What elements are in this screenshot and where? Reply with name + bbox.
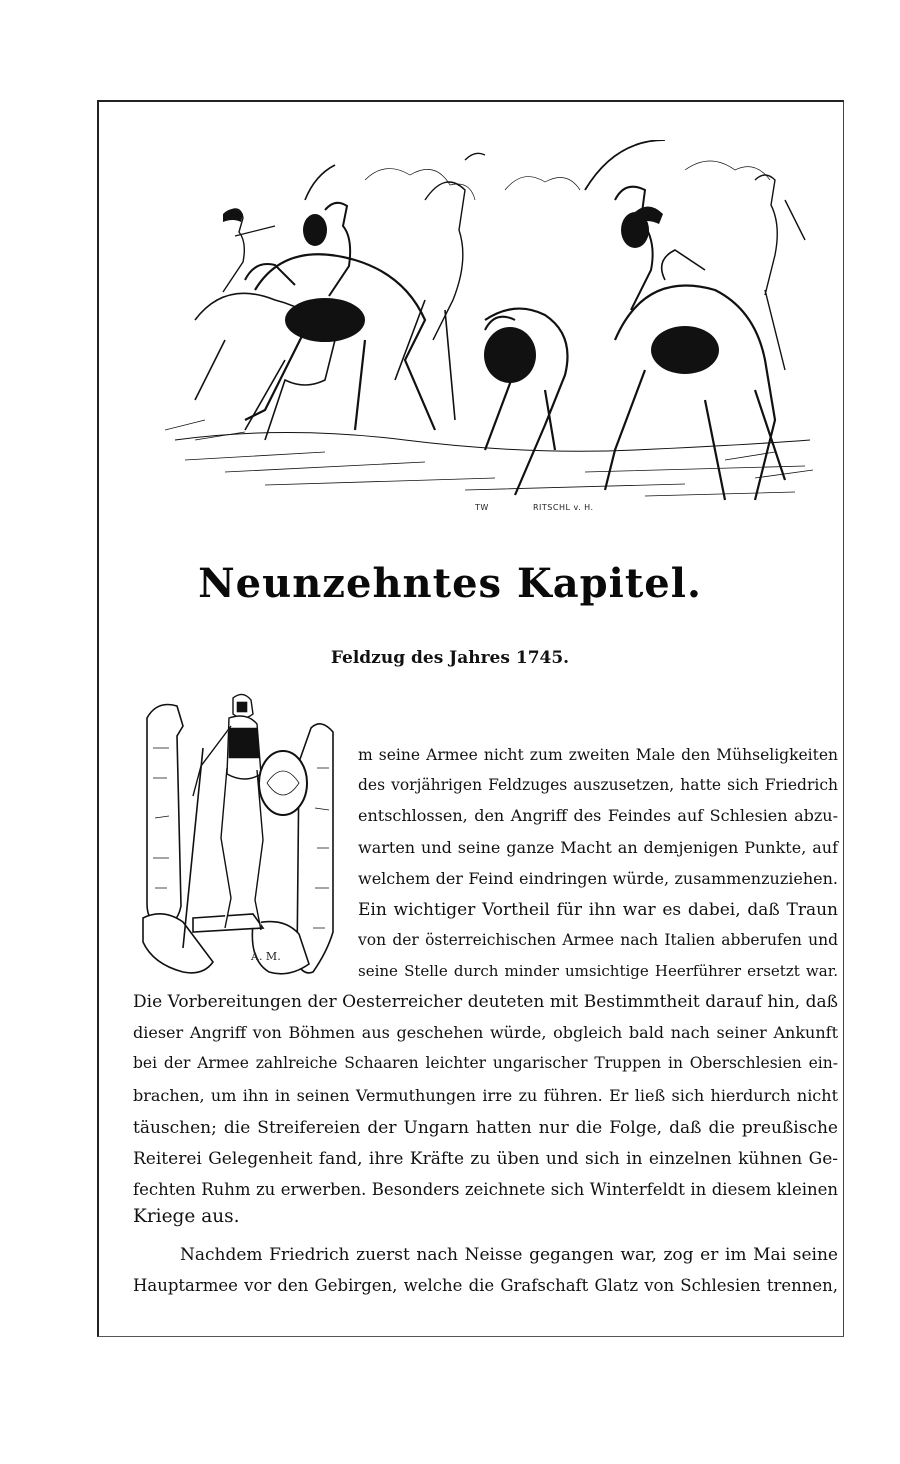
text-line: von der österreichischen Armee nach Italien abberufen und — [358, 931, 838, 949]
text-line: des vorjährigen Feldzuges auszusetzen, hatte sich Friedrich — [358, 776, 838, 794]
text-line: täuschen; die Streifereien der Ungarn hatten nur die Folge, daß die preußische — [133, 1118, 838, 1138]
text-line: warten und seine ganze Macht an demjenigen Punkte, auf — [358, 838, 838, 857]
text-line: Nachdem Friedrich zuerst nach Neisse gegangen war, zog er im Mai seine — [180, 1245, 838, 1265]
text-line: dieser Angriff von Böhmen aus geschehen würde, obgleich bald nach seiner Ankunft — [133, 1023, 838, 1042]
initial-monogram: A. M. — [251, 950, 281, 963]
text-line: Kriege aus. — [133, 1206, 240, 1227]
engraver-signature-right: RITSCHL v. H. — [533, 503, 594, 512]
text-line: m seine Armee nicht zum zweiten Male den Mühseligkeiten — [358, 746, 838, 764]
text-line: Reiterei Gelegenheit fand, ihre Kräfte zu üben und sich in einzelnen kühnen Ge- — [133, 1149, 838, 1169]
text-line: Ein wichtiger Vortheil für ihn war es dabei, daß Traun — [358, 900, 838, 920]
cavalry-battle-illustration — [165, 140, 815, 520]
text-line: Hauptarmee vor den Gebirgen, welche die Grafschaft Glatz von Schlesien trennen, — [133, 1276, 838, 1295]
engraver-signature-left: TW — [475, 503, 489, 512]
text-line: seine Stelle durch minder umsichtige Heerführer ersetzt war. — [358, 962, 838, 980]
decorated-initial-w — [133, 688, 343, 980]
text-line: welchem der Feind eindringen würde, zusammenzuziehen. — [358, 869, 838, 888]
text-line: fechten Ruhm zu erwerben. Besonders zeichnete sich Winterfeldt in diesem kleinen — [133, 1180, 838, 1199]
text-line: bei der Armee zahlreiche Schaaren leichter ungarischer Truppen in Oberschlesien ein- — [133, 1054, 838, 1072]
chapter-title: Neunzehntes Kapitel. — [198, 560, 702, 607]
text-line: Die Vorbereitungen der Oesterreicher deuteten mit Bestimmtheit darauf hin, daß — [133, 992, 838, 1012]
chapter-subtitle: Feldzug des Jahres 1745. — [330, 648, 570, 668]
text-line: brachen, um ihn in seinen Vermuthungen irre zu führen. Er ließ sich hierdurch nicht — [133, 1086, 838, 1105]
text-line: entschlossen, den Angriff des Feindes auf Schlesien abzu- — [358, 806, 838, 825]
